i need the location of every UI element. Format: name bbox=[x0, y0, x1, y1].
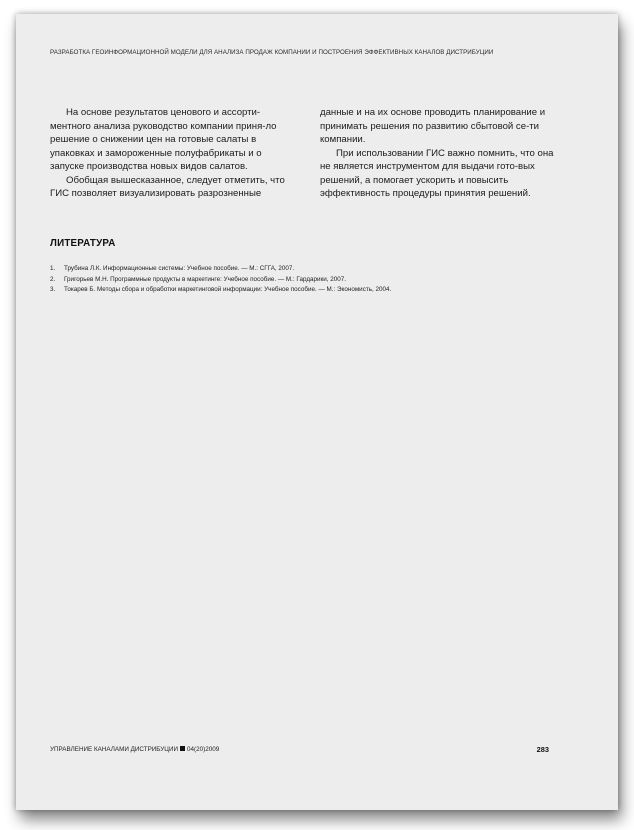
page-number: 283 bbox=[536, 745, 549, 754]
paragraph: Обобщая вышесказанное, следует отметить, что ГИС позволяет визуализировать разрозненные bbox=[50, 174, 285, 199]
paragraph: При использовании ГИС важно помнить, что она не является инструментом для выдачи гото-вых решений, а помогает ускорить и повысить эффективность процедуры принятия решений. bbox=[320, 147, 554, 199]
running-head: РАЗРАБОТКА ГЕОИНФОРМАЦИОННОЙ МОДЕЛИ ДЛЯ АНАЛИЗА ПРОДАЖ КОМПАНИИ И ПОСТРОЕНИЯ ЭФФЕКТИВНЫХ КАНАЛОВ ДИСТРИБУЦИИ bbox=[50, 49, 494, 56]
reference-text: Токарев Б. Методы сбора и обработки маркетинговой информации: Учебное пособие. — М.: Экономисть, 2004. bbox=[64, 286, 392, 293]
left-column bbox=[50, 106, 290, 201]
body-columns bbox=[50, 106, 560, 201]
reference-number: 3. bbox=[50, 286, 56, 293]
paragraph: На основе результатов ценового и ассорти-ментного анализа руководство компании приня-ло решение о снижении цен на готовые салаты в упаковках и замороженные полуфабрикаты и о запуске производства новых видов салатов. bbox=[50, 107, 277, 172]
document-page bbox=[16, 14, 618, 810]
reference-text: Григорьев М.Н. Программные продукты в маркетинге: Учебное пособие. — М.: Гардарики, 2007. bbox=[64, 275, 347, 283]
reference-item bbox=[50, 285, 590, 296]
literature-heading: ЛИТЕРАТУРА bbox=[50, 238, 116, 249]
issue-number: 04(20)2009 bbox=[187, 746, 220, 753]
reference-item bbox=[50, 275, 590, 286]
journal-title: УПРАВЛЕНИЕ КАНАЛАМИ ДИСТРИБУЦИИ bbox=[50, 746, 178, 753]
reference-list bbox=[50, 264, 590, 296]
reference-item bbox=[50, 264, 590, 275]
reference-number: 2. bbox=[50, 275, 56, 283]
reference-number: 1. bbox=[50, 265, 56, 272]
reference-text: Трубина Л.К. Информационные системы: Учебное пособие. — М.: СГГА, 2007. bbox=[64, 265, 295, 272]
right-column bbox=[320, 106, 560, 201]
footer-journal bbox=[50, 746, 219, 753]
paragraph: данные и на их основе проводить планирование и принимать решения по развитию сбытовой се-ти компании. bbox=[320, 107, 546, 145]
square-bullet-icon bbox=[180, 746, 185, 751]
